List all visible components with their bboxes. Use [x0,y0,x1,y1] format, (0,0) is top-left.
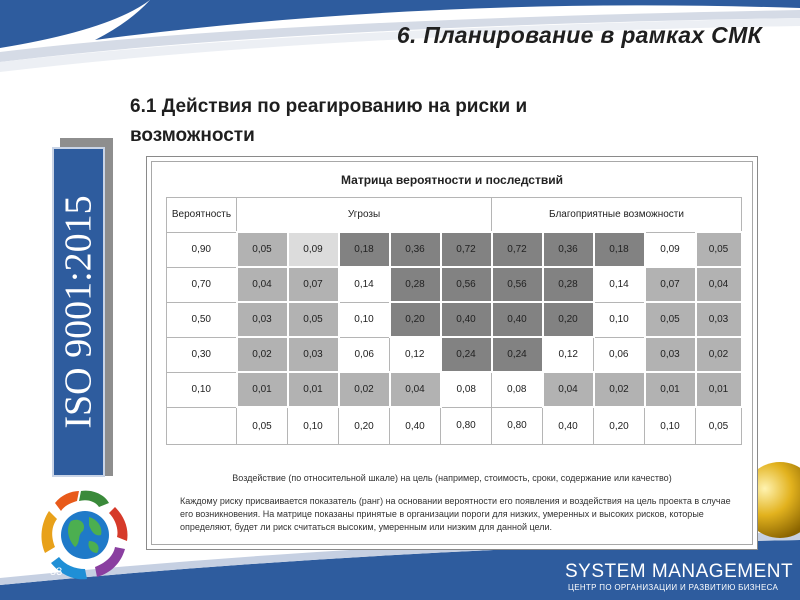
risk-score-cell: 0,36 [390,232,441,267]
risk-score-cell: 0,04 [543,372,594,407]
risk-score-cell: 0,12 [543,337,594,372]
matrix-body [167,232,742,445]
probability-cell: 0,50 [167,302,237,337]
impact-value-cell: 0,40 [543,407,594,445]
risk-score-cell: 0,14 [339,267,390,302]
probability-header: Вероятность [167,198,237,233]
threats-header: Угрозы [237,198,492,233]
risk-score-cell: 0,18 [339,232,390,267]
matrix-row [167,232,742,267]
matrix-header-row [167,198,742,233]
risk-score-cell: 0,28 [543,267,594,302]
risk-score-cell: 0,01 [237,372,288,407]
impact-value-cell: 0,40 [390,407,441,445]
risk-score-cell: 0,07 [645,267,696,302]
risk-score-cell: 0,02 [339,372,390,407]
risk-score-cell: 0,01 [288,372,339,407]
impact-value-cell: 0,10 [288,407,339,445]
risk-score-cell: 0,20 [390,302,441,337]
risk-score-cell: 0,40 [441,302,492,337]
risk-score-cell: 0,08 [492,372,543,407]
probability-cell: 0,30 [167,337,237,372]
impact-value-cell: 0,05 [237,407,288,445]
risk-score-cell: 0,20 [543,302,594,337]
risk-score-cell: 0,72 [492,232,543,267]
risk-score-cell: 0,72 [441,232,492,267]
risk-score-cell: 0,04 [390,372,441,407]
impact-value-cell: 0,20 [594,407,645,445]
risk-score-cell: 0,04 [237,267,288,302]
probability-cell: 0,10 [167,372,237,407]
probability-cell: 0,90 [167,232,237,267]
matrix-row [167,302,742,337]
probability-impact-matrix [166,197,743,445]
risk-score-cell: 0,05 [237,232,288,267]
risk-score-cell: 0,24 [441,337,492,372]
impact-value-cell: 0,20 [339,407,390,445]
risk-score-cell: 0,12 [390,337,441,372]
page-number: 53 [50,566,63,578]
brand-name: SYSTEM MANAGEMENT [565,561,794,582]
matrix-row [167,267,742,302]
impact-value-cell: 0,80 [492,407,543,445]
risk-score-cell: 0,05 [288,302,339,337]
risk-score-cell: 0,09 [645,232,696,267]
matrix-row [167,372,742,407]
risk-score-cell: 0,10 [594,302,645,337]
impact-footnote: Воздействие (по относительной шкале) на цель (например, стоимость, сроки, содержание или качество) [232,473,672,483]
risk-score-cell: 0,05 [645,302,696,337]
risk-score-cell: 0,04 [696,267,742,302]
risk-score-cell: 0,40 [492,302,543,337]
risk-score-cell: 0,02 [696,337,742,372]
risk-score-cell: 0,14 [594,267,645,302]
risk-score-cell: 0,03 [237,302,288,337]
iso-label: ISO 9001:2015 [57,195,100,429]
risk-score-cell: 0,18 [594,232,645,267]
matrix-title: Матрица вероятности и последствий [341,173,563,187]
risk-score-cell: 0,05 [696,232,742,267]
risk-score-cell: 0,28 [390,267,441,302]
brand-tagline: ЦЕНТР ПО ОРГАНИЗАЦИИ И РАЗВИТИЮ БИЗНЕСА [568,583,779,592]
slide-title: 6. Планирование в рамках СМК [396,22,762,48]
risk-score-cell: 0,02 [594,372,645,407]
subtitle-line-2: возможности [130,125,255,146]
risk-score-cell: 0,10 [339,302,390,337]
risk-score-cell: 0,03 [696,302,742,337]
risk-score-cell: 0,56 [492,267,543,302]
risk-score-cell: 0,06 [339,337,390,372]
impact-value-cell: 0,05 [696,407,742,445]
subtitle-line-1: 6.1 Действия по реагированию на риски и [130,96,528,117]
impact-value-cell: 0,10 [645,407,696,445]
impact-row-label [167,407,237,445]
opportunities-header: Благоприятные возможности [492,198,742,233]
probability-cell: 0,70 [167,267,237,302]
risk-matrix-figure [146,156,758,550]
risk-score-cell: 0,07 [288,267,339,302]
risk-matrix-frame [151,161,753,545]
impact-row [167,407,742,445]
risk-score-cell: 0,06 [594,337,645,372]
risk-score-cell: 0,03 [288,337,339,372]
risk-score-cell: 0,08 [441,372,492,407]
risk-score-cell: 0,56 [441,267,492,302]
risk-score-cell: 0,03 [645,337,696,372]
risk-score-cell: 0,36 [543,232,594,267]
risk-score-cell: 0,02 [237,337,288,372]
impact-value-cell: 0,80 [441,407,492,445]
risk-score-cell: 0,01 [696,372,742,407]
risk-score-cell: 0,24 [492,337,543,372]
risk-score-cell: 0,09 [288,232,339,267]
matrix-row [167,337,742,372]
matrix-explanation: Каждому риску присваивается показатель (ранг) на основании вероятности его появления и воздействия на цель проекта в случае его возникновения. На матрице показаны принятые в организации пороги для низких, умеренных и высоких рисков, которые определяют, будет ли риск считаться высоким, умеренным или низким для данной цели. [180,496,731,532]
risk-score-cell: 0,01 [645,372,696,407]
